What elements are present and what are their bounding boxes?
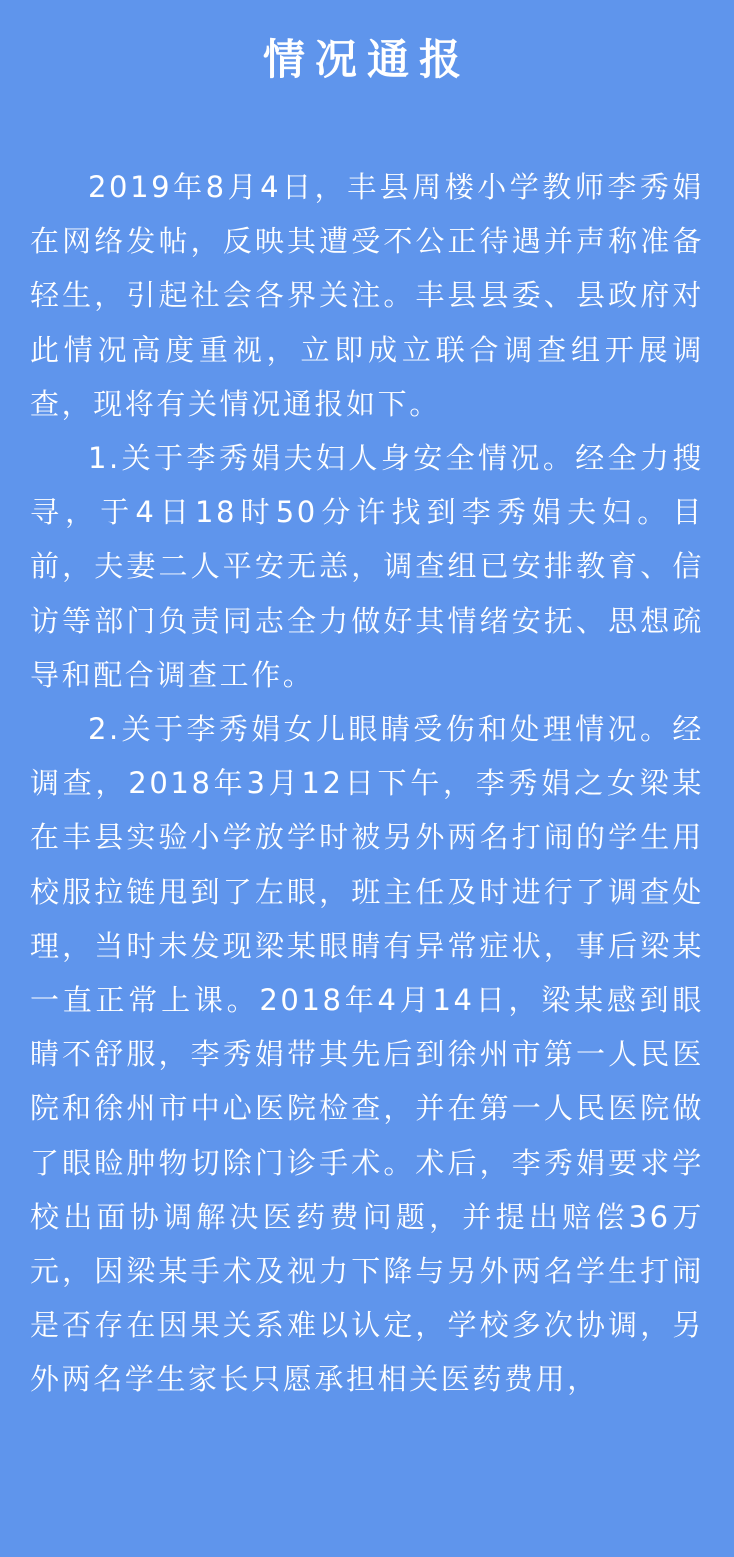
paragraph-intro: 2019年8月4日，丰县周楼小学教师李秀娟在网络发帖，反映其遭受不公正待遇并声称准备轻生，引起社会各界关注。丰县县委、县政府对此情况高度重视，立即成立联合调查组开展调查，现将有关情况通报如下。 bbox=[30, 170, 704, 421]
paragraph-safety-status: 1.关于李秀娟夫妇人身安全情况。经全力搜寻，于4日18时50分许找到李秀娟夫妇。目前，夫妻二人平安无恙，调查组已安排教育、信访等部门负责同志全力做好其情绪安抚、思想疏导和配合调查工作。 bbox=[30, 441, 704, 692]
notice-body bbox=[30, 160, 704, 1407]
notice-title: 情况通报 bbox=[262, 35, 471, 84]
paragraph-eye-injury: 2.关于李秀娟女儿眼睛受伤和处理情况。经调查，2018年3月12日下午，李秀娟之女梁某在丰县实验小学放学时被另外两名打闹的学生用校服拉链甩到了左眼，班主任及时进行了调查处理，当时未发现梁某眼睛有异常症状，事后梁某一直正常上课。2018年4月14日，梁某感到眼睛不舒服，李秀娟带其先后到徐州市第一人民医院和徐州市中心医院检查，并在第一人民医院做了眼睑肿物切除门诊手术。术后，李秀娟要求学校出面协调解决医药费问题，并提出赔偿36万元，因梁某手术及视力下降与另外两名学生打闹是否存在因果关系难以认定，学校多次协调，另外两名学生家长只愿承担相关医药费用， bbox=[30, 712, 704, 1397]
